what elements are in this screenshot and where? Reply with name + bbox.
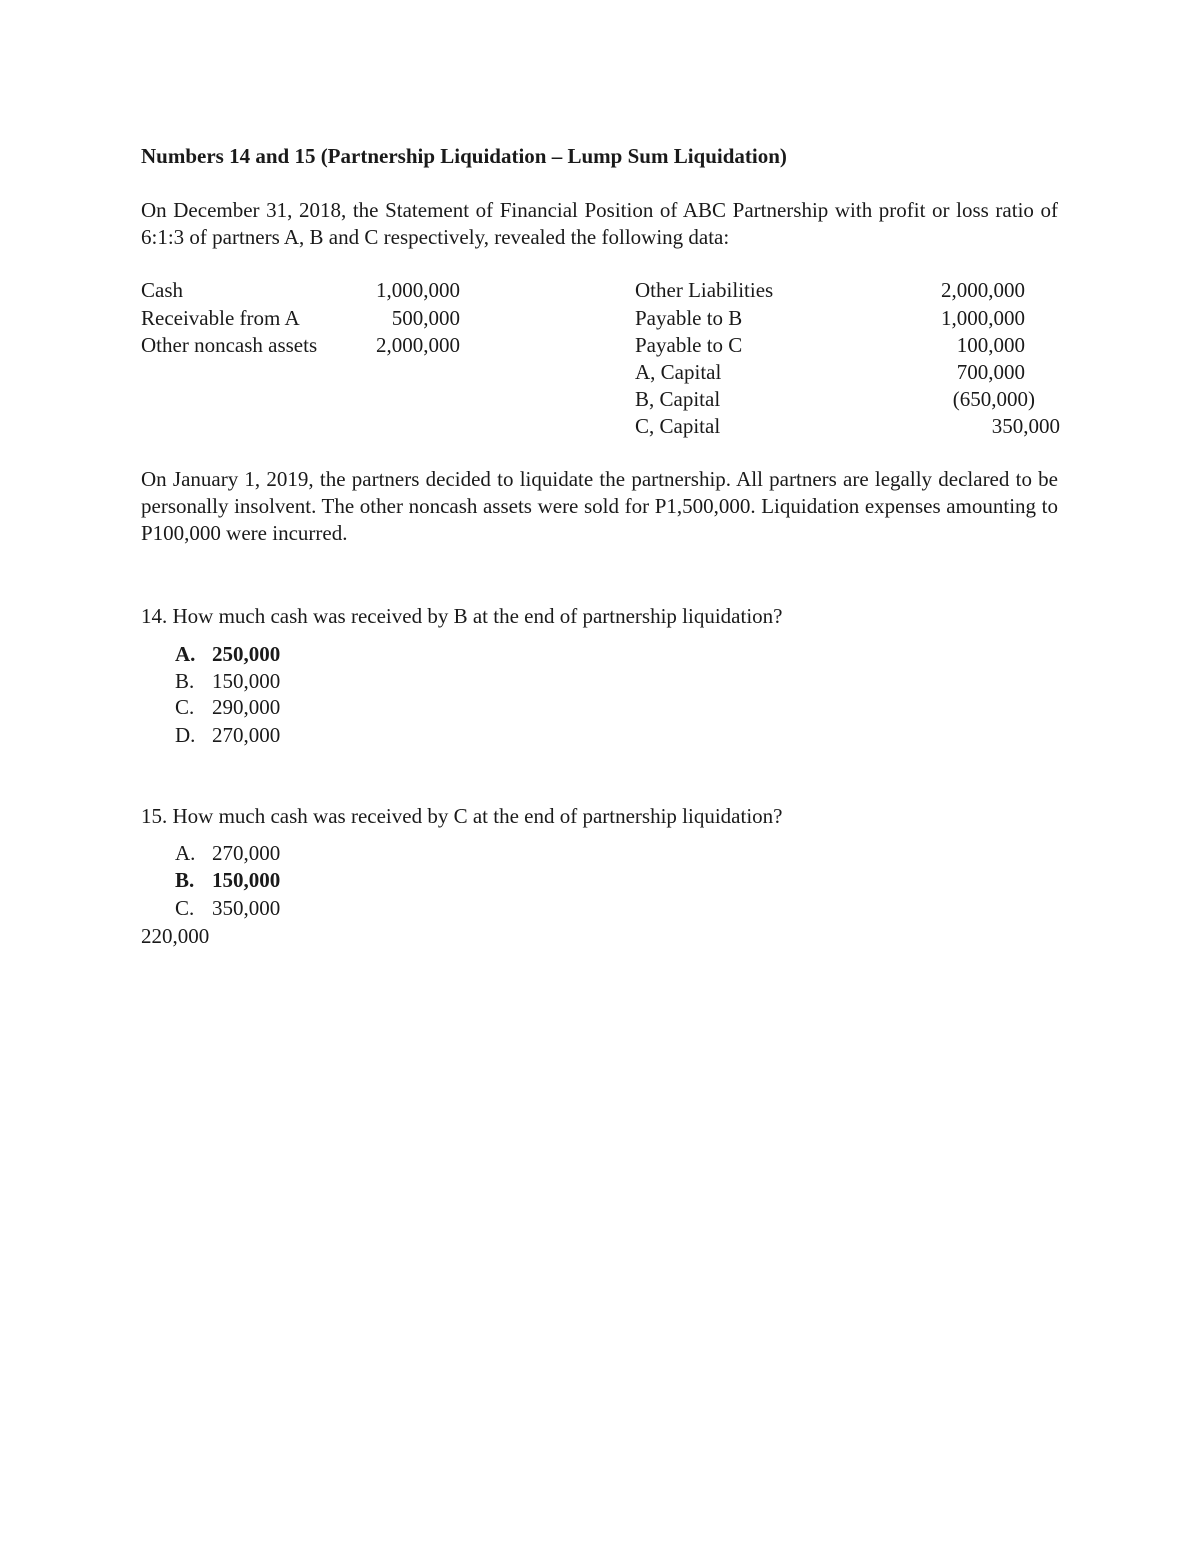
q14-option-a-value: 250,000 — [212, 642, 281, 666]
q14-option-d-letter: D. — [175, 723, 196, 747]
liability-amount-other: 2,000,000 — [941, 278, 1025, 302]
equity-amount-a-capital: 700,000 — [956, 360, 1025, 384]
q15-option-c-value: 350,000 — [212, 896, 281, 920]
question-14: 14. How much cash was received by B at the end of partnership liquidation? — [141, 604, 783, 628]
equity-label-a-capital: A, Capital — [635, 360, 722, 384]
q14-option-b-value: 150,000 — [212, 669, 281, 693]
equity-label-b-capital: B, Capital — [635, 387, 721, 411]
asset-amount-cash: 1,000,000 — [376, 278, 460, 302]
q15-option-a-letter: A. — [175, 841, 196, 865]
q15-option-a-value: 270,000 — [212, 841, 281, 865]
equity-label-c-capital: C, Capital — [635, 414, 721, 438]
q14-option-d-value: 270,000 — [212, 723, 281, 747]
liability-amount-payable-b: 1,000,000 — [941, 306, 1025, 330]
q15-option-b-letter: B. — [175, 868, 195, 892]
q14-option-c-value: 290,000 — [212, 695, 281, 719]
q14-option-b — [175, 668, 280, 695]
q15-option-c — [175, 895, 280, 922]
q14-option-c — [175, 694, 280, 721]
q14-option-d — [175, 722, 280, 749]
liability-label-payable-b: Payable to B — [635, 306, 743, 330]
equity-amount-b-capital: (650,000) — [952, 387, 1035, 411]
q14-option-a-letter: A. — [175, 642, 196, 666]
liquidation-paragraph: On January 1, 2019, the partners decided to liquidate the partnership. All partners are legally declared to be personally insolvent. The other noncash assets were sold for P1,500,000. Liquidation expenses amounting to P100,000 were incurred. — [141, 467, 1058, 545]
asset-label-cash: Cash — [141, 278, 183, 302]
q15-option-b — [175, 867, 280, 894]
asset-amount-noncash: 2,000,000 — [376, 333, 460, 357]
q14-option-b-letter: B. — [175, 669, 195, 693]
q15-option-c-letter: C. — [175, 896, 195, 920]
asset-label-receivable: Receivable from A — [141, 306, 300, 330]
q15-option-b-value: 150,000 — [212, 868, 281, 892]
question-15: 15. How much cash was received by C at the end of partnership liquidation? — [141, 804, 783, 828]
liability-amount-payable-c: 100,000 — [956, 333, 1025, 357]
document-title: Numbers 14 and 15 (Partnership Liquidation – Lump Sum Liquidation) — [141, 144, 787, 168]
q15-trailing-value: 220,000 — [141, 924, 210, 948]
q15-option-a — [175, 840, 280, 867]
liability-label-other: Other Liabilities — [635, 278, 774, 302]
q14-option-a — [175, 641, 280, 668]
asset-label-noncash: Other noncash assets — [141, 333, 318, 357]
asset-amount-receivable: 500,000 — [391, 306, 460, 330]
q14-option-c-letter: C. — [175, 695, 195, 719]
liability-label-payable-c: Payable to C — [635, 333, 743, 357]
equity-amount-c-capital: 350,000 — [991, 414, 1060, 438]
intro-paragraph: On December 31, 2018, the Statement of Financial Position of ABC Partnership with profit or loss ratio of 6:1:3 of partners A, B and C respectively, revealed the following data: — [141, 198, 1058, 249]
